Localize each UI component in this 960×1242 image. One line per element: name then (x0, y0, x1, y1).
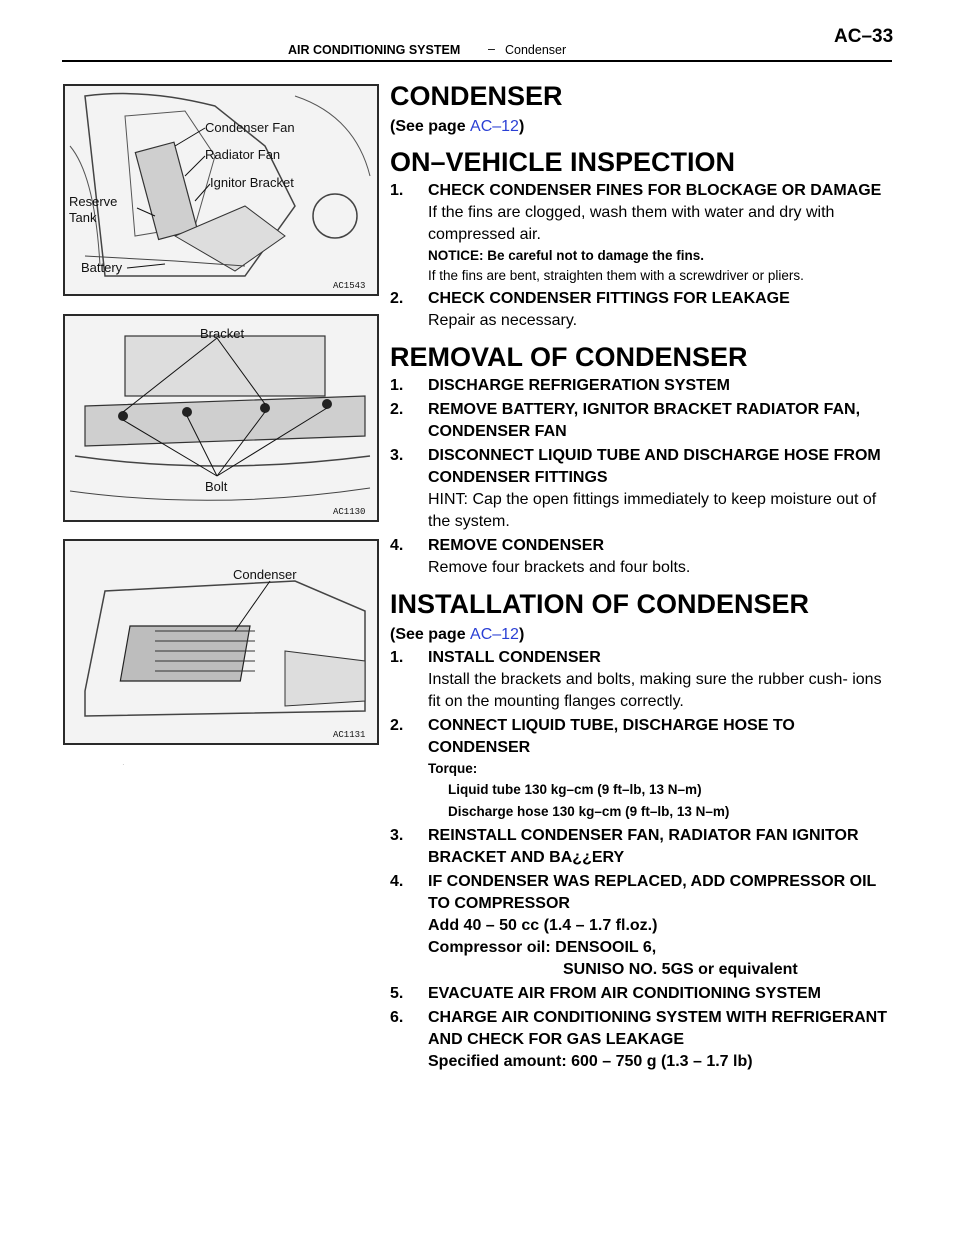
label-condenser: Condenser (233, 567, 297, 582)
removal-step (390, 375, 890, 397)
see-suffix: ) (518, 626, 525, 643)
see-page-link[interactable]: AC–12 (470, 118, 519, 135)
page-title: CONDENSER (390, 81, 563, 111)
step-notice: NOTICE: Be careful not to damage the fins. (428, 248, 705, 263)
figure-bracket-bolts (63, 314, 379, 522)
step-title: REMOVE CONDENSER (428, 537, 605, 554)
label-bracket: Bracket (200, 326, 245, 341)
scan-mark: · (122, 760, 125, 769)
see-prefix: (See page (390, 626, 471, 643)
step-number: 1. (390, 182, 404, 199)
removal-heading: REMOVAL OF CONDENSER (390, 342, 748, 372)
page-number: AC–33 (834, 26, 894, 47)
installation-step (390, 1007, 890, 1073)
step-number: 6. (390, 1009, 404, 1026)
step-title: CONNECT LIQUID TUBE, DISCHARGE HOSE TO CONDENSER (428, 717, 795, 756)
step-number: 4. (390, 537, 404, 554)
installation-step (390, 871, 890, 981)
compressor-oil-alt: SUNISO NO. 5GS or equivalent (563, 961, 798, 978)
step-note: If the fins are bent, straighten them with a screwdriver or pliers. (428, 268, 804, 283)
label-reserve: Reserve (69, 194, 118, 209)
inspection-step (390, 288, 890, 332)
label-bolt: Bolt (205, 479, 228, 494)
header-section-title: Condenser (505, 43, 567, 57)
step-title: CHARGE AIR CONDITIONING SYSTEM WITH REFRIGERANT AND CHECK FOR GAS LEAKAGE (428, 1009, 887, 1048)
installation-step (390, 825, 890, 869)
figure-engine-bay-overview (63, 84, 379, 296)
step-title: CHECK CONDENSER FINES FOR BLOCKAGE OR DAMAGE (428, 182, 882, 199)
step-title: REINSTALL CONDENSER FAN, RADIATOR FAN IGNITOR BRACKET AND BA¿¿ERY (428, 827, 859, 866)
compressor-oil-type: Compressor oil: DENSOOIL 6, (428, 939, 657, 956)
step-text: HINT: Cap the open fittings immediately to keep moisture out of the system. (428, 491, 877, 530)
oil-amount: Add 40 – 50 cc (1.4 – 1.7 fl.oz.) (428, 917, 658, 934)
step-title: EVACUATE AIR FROM AIR CONDITIONING SYSTEM (428, 985, 821, 1002)
installation-step (390, 715, 890, 823)
installation-step (390, 647, 890, 713)
step-title: DISCHARGE REFRIGERATION SYSTEM (428, 377, 730, 394)
torque-label: Torque: (428, 761, 478, 776)
step-number: 3. (390, 447, 404, 464)
removal-step (390, 445, 890, 533)
label-radiator-fan: Radiator Fan (205, 147, 281, 162)
see-page-link[interactable]: AC–12 (470, 626, 519, 643)
figure-condenser-location (63, 539, 379, 745)
specified-amount: Specified amount: 600 – 750 g (1.3 – 1.7 lb) (428, 1053, 753, 1070)
figure-code: AC1131 (333, 730, 366, 740)
label-tank: Tank (69, 210, 97, 225)
step-number: 5. (390, 985, 404, 1002)
step-number: 2. (390, 717, 404, 734)
step-number: 3. (390, 827, 404, 844)
inspection-step (390, 180, 890, 286)
bracket-bolt-illustration (65, 316, 377, 520)
step-number: 2. (390, 401, 404, 418)
header-rule (62, 60, 892, 62)
inspection-heading: ON–VEHICLE INSPECTION (390, 147, 736, 177)
step-title: INSTALL CONDENSER (428, 649, 601, 666)
removal-step (390, 535, 890, 579)
installation-heading: INSTALLATION OF CONDENSER (390, 589, 809, 619)
figure-code: AC1130 (333, 507, 366, 517)
step-number: 1. (390, 649, 404, 666)
label-battery: Battery (81, 260, 123, 275)
main-content (390, 80, 890, 1073)
torque-discharge-hose: Discharge hose 130 kg–cm (9 ft–lb, 13 N–m) (448, 804, 730, 819)
installation-step (390, 983, 890, 1005)
see-prefix: (See page (390, 118, 471, 135)
step-number: 2. (390, 290, 404, 307)
step-number: 1. (390, 377, 404, 394)
see-page-reference (390, 625, 890, 645)
step-text: Repair as necessary. (428, 312, 578, 329)
label-ignitor-bracket: Ignitor Bracket (210, 175, 294, 190)
step-title: CHECK CONDENSER FITTINGS FOR LEAKAGE (428, 290, 790, 307)
step-title: REMOVE BATTERY, IGNITOR BRACKET RADIATOR FAN, CONDENSER FAN (428, 401, 861, 440)
removal-step (390, 399, 890, 443)
step-text: Install the brackets and bolts, making sure the rubber cush- ions fit on the mounting flanges correctly. (428, 671, 882, 710)
see-suffix: ) (518, 118, 525, 135)
torque-liquid-tube: Liquid tube 130 kg–cm (9 ft–lb, 13 N–m) (448, 782, 702, 797)
header-separator: – (488, 42, 495, 56)
condenser-illustration (65, 541, 377, 743)
see-page-reference (390, 117, 890, 137)
step-text: If the fins are clogged, wash them with water and dry with compressed air. (428, 204, 835, 243)
step-text: Remove four brackets and four bolts. (428, 559, 691, 576)
step-title: DISCONNECT LIQUID TUBE AND DISCHARGE HOSE FROM CONDENSER FITTINGS (428, 447, 881, 486)
figure-code: AC1543 (333, 281, 366, 291)
step-number: 4. (390, 873, 404, 890)
header-system-title: AIR CONDITIONING SYSTEM (288, 43, 461, 57)
label-condenser-fan: Condenser Fan (205, 120, 295, 135)
step-title: IF CONDENSER WAS REPLACED, ADD COMPRESSOR OIL TO COMPRESSOR (428, 873, 877, 912)
engine-bay-illustration (65, 86, 377, 294)
